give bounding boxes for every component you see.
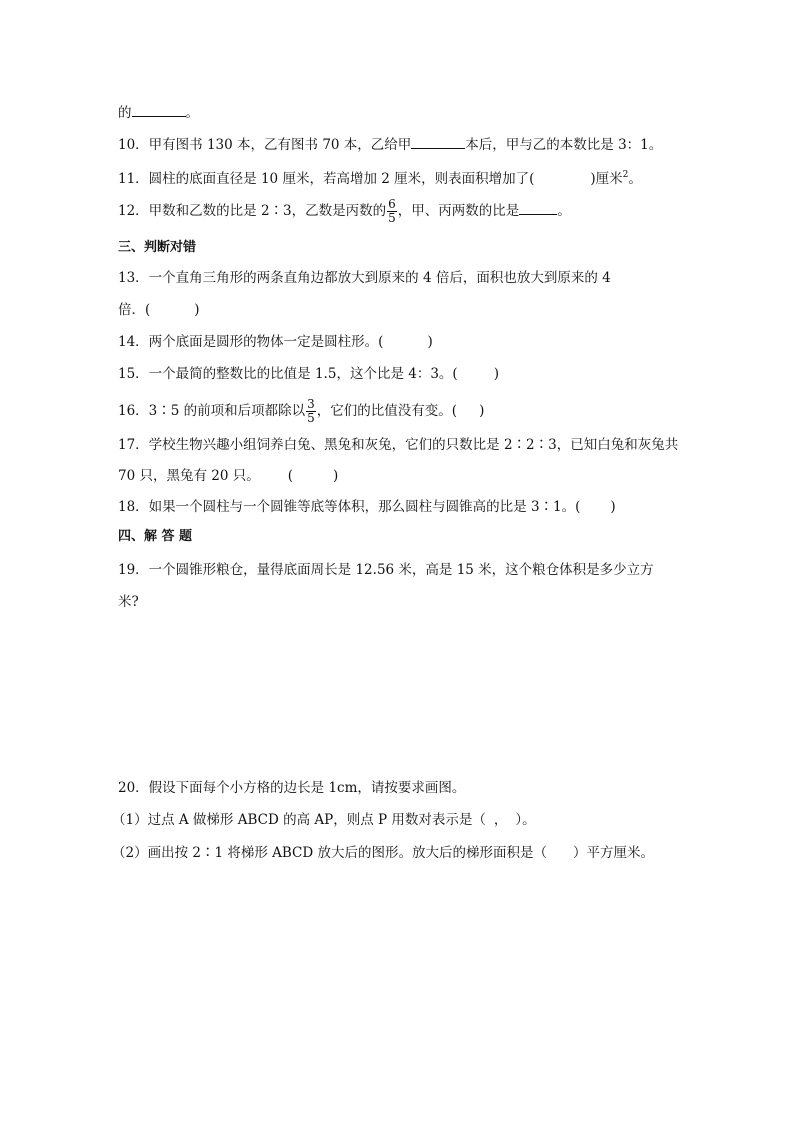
question-10: [118, 134, 662, 155]
question-15: [118, 364, 499, 384]
text: 14．两个底面是圆形的物体一定是圆柱形。(: [118, 334, 384, 350]
question-19-line2: 米?: [118, 594, 139, 610]
text: )厘米: [590, 171, 623, 187]
fraction: [387, 198, 397, 225]
text: 15．一个最简的整数比的比值是 1.5，这个比是 4：3。(: [118, 366, 458, 382]
section-title-answer: 四、解 答 题: [118, 529, 193, 544]
text: ): [333, 468, 339, 484]
text: 10．甲有图书 130 本，乙有图书 70 本，乙给甲: [118, 137, 412, 153]
text: 12．甲数和乙数的比是 2∶3，乙数是丙数的: [118, 203, 387, 219]
answer-area-19[interactable]: [118, 618, 678, 768]
question-11: [118, 165, 642, 189]
section-title-judge: 三、判断对错: [118, 240, 197, 255]
text: ): [493, 366, 499, 382]
question-20: 20．假设下面每个小方格的边长是 1cm，请按要求画图。: [118, 780, 466, 796]
text: ): [427, 334, 433, 350]
drawing-area-20[interactable]: [118, 875, 678, 1095]
text: 本后，甲与乙的本数比是 3：1。: [465, 137, 663, 153]
answer-blank[interactable]: [132, 102, 186, 117]
fraction-numerator: 6: [388, 197, 396, 211]
question-17-line2: [118, 466, 338, 486]
text: ): [194, 302, 200, 318]
text: 的: [118, 105, 132, 121]
fraction-denominator: 5: [388, 211, 396, 225]
question-14: [118, 332, 433, 352]
answer-blank[interactable]: [519, 200, 557, 215]
text: （1）过点 A 做梯形 ABCD 的高 AP，则点 P 用数对表示是（: [112, 812, 486, 828]
text: ，甲、丙两数的比是: [397, 203, 520, 219]
text: （2）画出按 2∶1 将梯形 ABCD 放大后的图形。放大后的梯形面积是（: [112, 845, 548, 861]
question-12: [118, 198, 571, 225]
text: ，: [493, 812, 508, 828]
question-16: [118, 398, 484, 425]
question-19-line1: 19．一个圆锥形粮仓，量得底面周长是 12.56 米，高是 15 米，这个粮仓体积是多少立方: [118, 562, 654, 578]
text: 。: [628, 171, 642, 187]
text: 70 只，黑兔有 20 只。: [118, 468, 260, 484]
text: 16．3∶5 的前项和后项都除以: [118, 403, 306, 419]
question-9-tail: [118, 102, 199, 123]
text: ): [610, 499, 616, 515]
fraction-denominator: 5: [307, 411, 315, 425]
question-13-line1: 13．一个直角三角形的两条直角边都放大到原来的 4 倍后，面积也放大到原来的 4: [118, 270, 611, 286]
text: 。: [557, 203, 571, 219]
text: ，它们的比值没有变。(: [316, 403, 458, 419]
text: (: [287, 468, 294, 484]
question-18: [118, 497, 616, 517]
text: 倍．(: [118, 302, 151, 318]
text: 18．如果一个圆柱与一个圆锥等底等体积，那么圆柱与圆锥高的比是 3∶1。(: [118, 499, 581, 515]
question-20-part1: [112, 810, 536, 830]
answer-blank[interactable]: [411, 134, 465, 149]
text: ): [479, 403, 485, 419]
fraction-numerator: 3: [307, 397, 315, 411]
question-17-line1: 17．学校生物兴趣小组饲养白兔、黑兔和灰兔，它们的只数比是 2∶2∶3，已知白兔和灰兔共: [118, 437, 679, 453]
text: 11．圆柱的底面直径是 10 厘米，若高增加 2 厘米，则表面积增加了(: [118, 171, 535, 187]
text: 。: [185, 105, 199, 121]
question-13-line2: [118, 300, 200, 320]
text: ）平方厘米。: [573, 845, 655, 861]
superscript: 2: [622, 170, 629, 180]
text: ）。: [515, 812, 536, 828]
question-20-part2: [112, 843, 654, 863]
fraction: [306, 398, 316, 425]
